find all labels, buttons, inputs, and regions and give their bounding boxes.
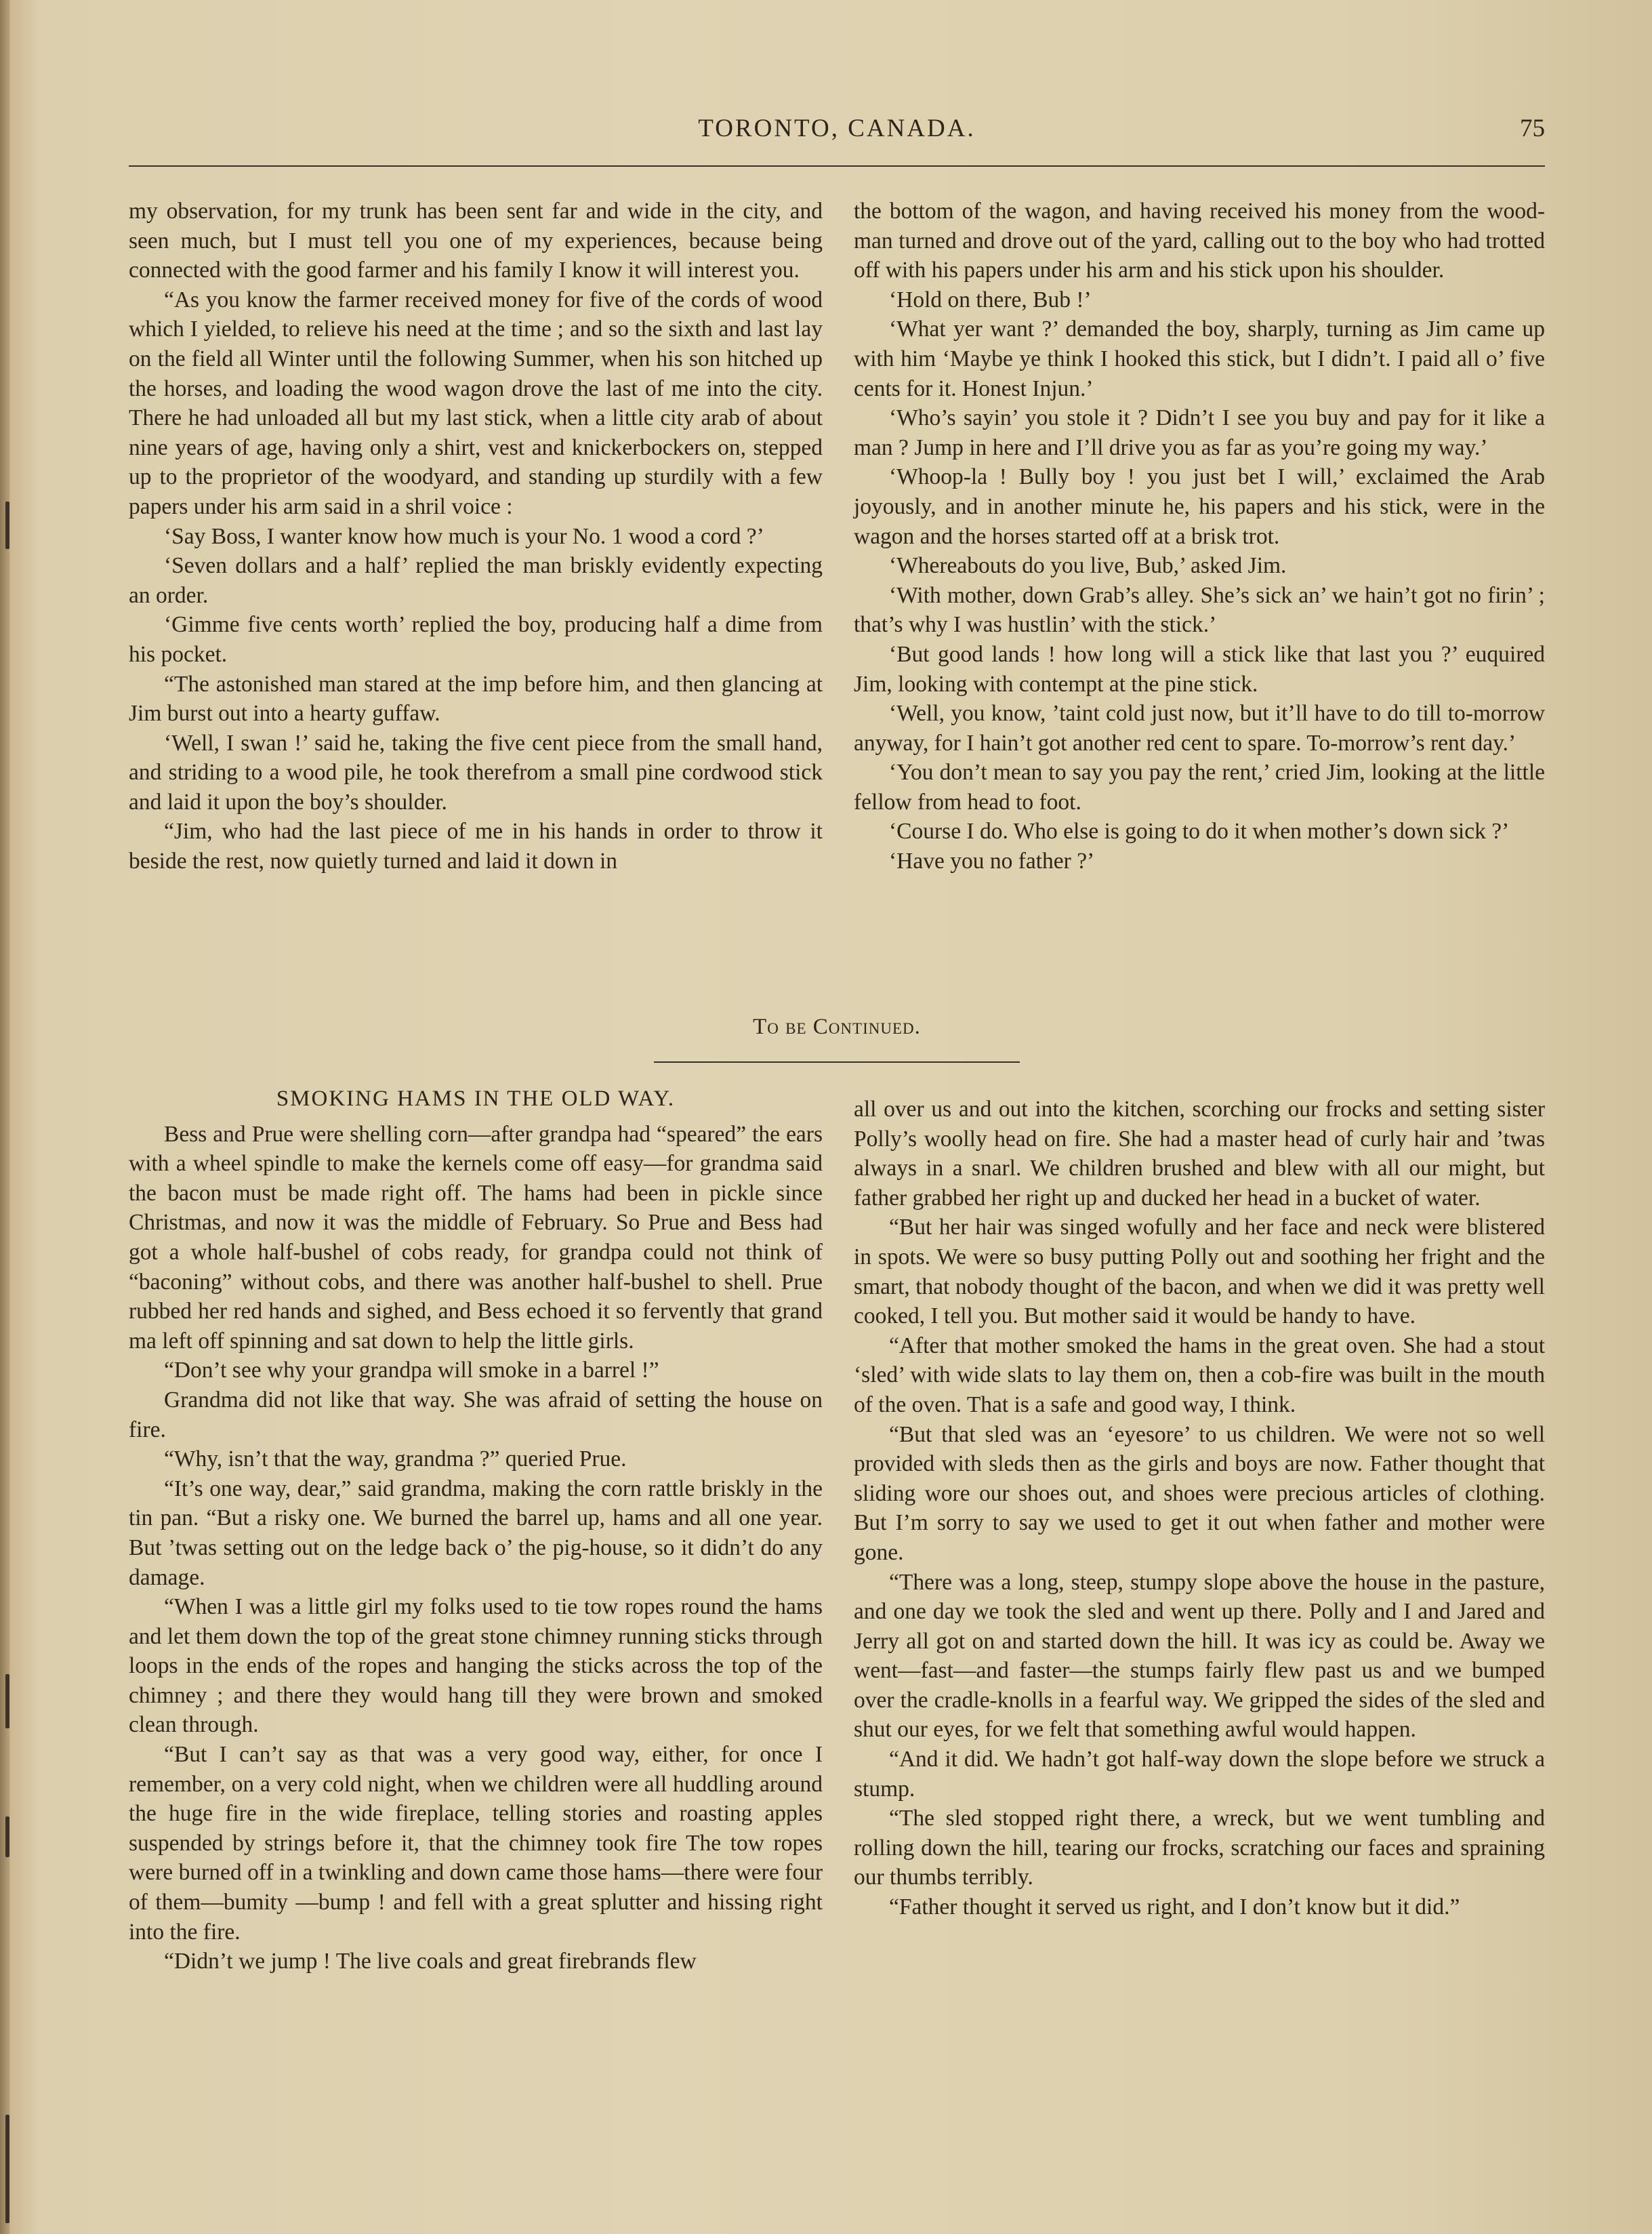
paragraph: ‘Say Boss, I wanter know how much is your No. 1 wood a cord ?’ <box>164 523 764 549</box>
paragraph: ‘Well, you know, ’taint cold just now, but it’ll have to do till to-morrow anyway, for I hain’t got another red cent to spare. To-morrow’s rent day.’ <box>854 701 1545 756</box>
paragraph: my observation, for my trunk has been sent far and wide in the city, and seen much, but I must tell you one of my experiences, because being connected with the good farmer and his family I know it will interest you. <box>129 199 823 283</box>
paragraph: “Father thought it served us right, and I don’t know but it did.” <box>889 1894 1460 1920</box>
to-be-continued: To be Continued. <box>753 1015 921 1039</box>
binding-edge <box>0 0 9 2234</box>
paragraph: “And it did. We hadn’t got half-way down the slope before we struck a stump. <box>854 1747 1545 1802</box>
section-divider <box>654 1061 1020 1063</box>
paragraph: all over us and out into the kitchen, scorching our frocks and setting sister Polly’s woolly head on fire. She had a master head of curly hair and ’twas always in a snarl. We children brushed and blew with all our might, but father grabbed her right up and ducked her head in a bucket of water. <box>854 1097 1545 1211</box>
paragraph: the bottom of the wagon, and having received his money from the wood-man turned and drove out of the yard, calling out to the boy who had trotted off with his papers under his arm and his stick upon his shoulder. <box>854 199 1545 283</box>
paragraph: “But her hair was singed wofully and her face and neck were blistered in spots. We were so busy putting Polly out and soothing her fright and the smart, that nobody thought of the bacon, and when we did it was pretty well cooked, I tell you. But mother said it would be handy to have. <box>854 1215 1545 1329</box>
paragraph: ‘Hold on there, Bub !’ <box>889 287 1092 312</box>
column-4 <box>854 1095 1545 1922</box>
paragraph: “When I was a little girl my folks used to tie tow ropes round the hams and let them down the top of the great stone chimney running sticks through loops in the ends of the ropes and hanging the sticks across the top of the chimney ; and there they would hang till they were brown and smoked clean through. <box>129 1594 823 1738</box>
column-2 <box>854 197 1545 876</box>
column-1 <box>129 197 823 876</box>
paragraph: ‘Seven dollars and a half’ replied the man briskly evidently expecting an order. <box>129 553 823 608</box>
paragraph: “The sled stopped right there, a wreck, but we went tumbling and rolling down the hill, tearing our frocks, scratching our faces and spraining our thumbs terribly. <box>854 1806 1545 1890</box>
paragraph: “Jim, who had the last piece of me in his hands in order to throw it beside the rest, now quietly turned and laid it down in <box>129 819 823 874</box>
paragraph: “As you know the farmer received money for five of the cords of wood which I yielded, to relieve his need at the time ; and so the sixth and last lay on the field all Winter until the following Summer, when his son hitched up the horses, and loading the wood wagon drove the last of me into the city. There he had unloaded all but my last stick, when a little city arab of about nine years of age, having only a shirt, vest and knickerbockers on, stepped up to the proprietor of the woodyard, and standing up sturdily with a few papers under his arm said in a shril voice : <box>129 287 823 519</box>
column-3 <box>129 1084 823 1976</box>
paragraph: “But that sled was an ‘eyesore’ to us children. We were not so well provided with sleds then as the girls and boys are now. Father thought that sliding wore our shoes out, and shoes were precious articles of clothing. But I’m sorry to say we used to get it out when father and mother were gone. <box>854 1421 1545 1565</box>
margin-mark <box>5 2115 9 2223</box>
paragraph: ‘Who’s sayin’ you stole it ? Didn’t I see you buy and pay for it like a man ? Jump in here and I’ll drive you as far as you’re going my way.’ <box>854 405 1545 460</box>
article-title: SMOKING HAMS IN THE OLD WAY. <box>276 1086 676 1111</box>
paragraph: ‘Well, I swan !’ said he, taking the five cent piece from the small hand, and striding to a wood pile, he took therefrom a small pine cordwood stick and laid it upon the boy’s shoulder. <box>129 730 823 815</box>
margin-mark <box>5 1674 9 1728</box>
paragraph: ‘But good lands ! how long will a stick like that last you ?’ euquired Jim, looking with contempt at the pine stick. <box>854 641 1545 697</box>
paragraph: “After that mother smoked the hams in the great oven. She had a stout ‘sled’ with wide slats to lay them on, then a cob-fire was built in the mouth of the oven. That is a safe and good way, I think. <box>854 1333 1545 1417</box>
paragraph: ‘Whoop-la ! Bully boy ! you just bet I will,’ exclaimed the Arab joyously, and in another minute he, his papers and his stick, were in the wagon and the horses started off at a brisk trot. <box>854 464 1545 549</box>
paragraph: ‘Gimme five cents worth’ replied the boy, producing half a dime from his pocket. <box>129 612 823 667</box>
paragraph: ‘You don’t mean to say you pay the rent,’ cried Jim, looking at the little fellow from head to foot. <box>854 760 1545 815</box>
paragraph: “The astonished man stared at the imp before him, and then glancing at Jim burst out into a hearty guffaw. <box>129 671 823 727</box>
paragraph: “It’s one way, dear,” said grandma, making the corn rattle briskly in the tin pan. “But a risky one. We burned the barrel up, hams and all one year. But ’twas setting out on the ledge back o’ the pig-house, so it didn’t do any damage. <box>129 1476 823 1590</box>
running-header <box>129 108 1545 156</box>
paragraph: ‘Have you no father ?’ <box>889 849 1095 874</box>
paragraph: Grandma did not like that way. She was afraid of setting the house on fire. <box>129 1387 823 1442</box>
paragraph: ‘What yer want ?’ demanded the boy, sharply, turning as Jim came up with him ‘Maybe ye think I hooked this stick, but I didn’t. I paid all o’ five cents for it. Honest Injun.’ <box>854 317 1545 401</box>
margin-mark <box>5 1816 9 1857</box>
paragraph: ‘With mother, down Grab’s alley. She’s sick an’ we hain’t got no firin’ ; that’s why I was hustlin’ with the stick.’ <box>854 582 1545 638</box>
margin-mark <box>5 502 9 549</box>
page-number: 75 <box>1520 115 1545 142</box>
paragraph: ‘Course I do. Who else is going to do it when mother’s down sick ?’ <box>889 819 1510 845</box>
header-rule <box>129 165 1545 167</box>
paragraph: “Didn’t we jump ! The live coals and great firebrands flew <box>164 1949 697 1974</box>
paragraph: Bess and Prue were shelling corn—after grandpa had “speared” the ears with a wheel spindle to make the kernels come off easy—for grandma said the bacon must be made right off. The hams had been in pickle since Christmas, and now it was the middle of February. So Prue and Bess had got a whole half-bushel of cobs ready, for grandpa could not think of “baconing” without cobs, and there was another half-bushel to shell. Prue rubbed her red hands and sighed, and Bess echoed it so fervently that grand ma left off spinning and sat down to help the little girls. <box>129 1121 823 1354</box>
header-title: TORONTO, CANADA. <box>698 115 976 142</box>
paragraph: “But I can’t say as that was a very good way, either, for once I remember, on a very cold night, when we children were all huddling around the huge fire in the wide fireplace, telling stories and roasting apples suspended by strings before it, that the chimney took fire The tow ropes were burned off in a twinkling and down came those hams—there were four of them—bumity —bump ! and fell with a great splutter and hissing right into the fire. <box>129 1742 823 1945</box>
paragraph: “Why, isn’t that the way, grandma ?” queried Prue. <box>164 1446 627 1472</box>
paragraph: “Don’t see why your grandpa will smoke in a barrel !” <box>164 1358 659 1383</box>
paragraph: ‘Whereabouts do you live, Bub,’ asked Jim. <box>889 553 1287 579</box>
paragraph: “There was a long, steep, stumpy slope above the house in the pasture, and one day we took the sled and went up there. Polly and I and Jared and Jerry all got on and started down the hill. It was icy as could be. Away we went—fast—and faster—the stumps fairly flew past us and we bumped over the cradle-knolls in a fearful way. We gripped the sides of the sled and shut our eyes, for we felt that something awful would happen. <box>854 1569 1545 1743</box>
